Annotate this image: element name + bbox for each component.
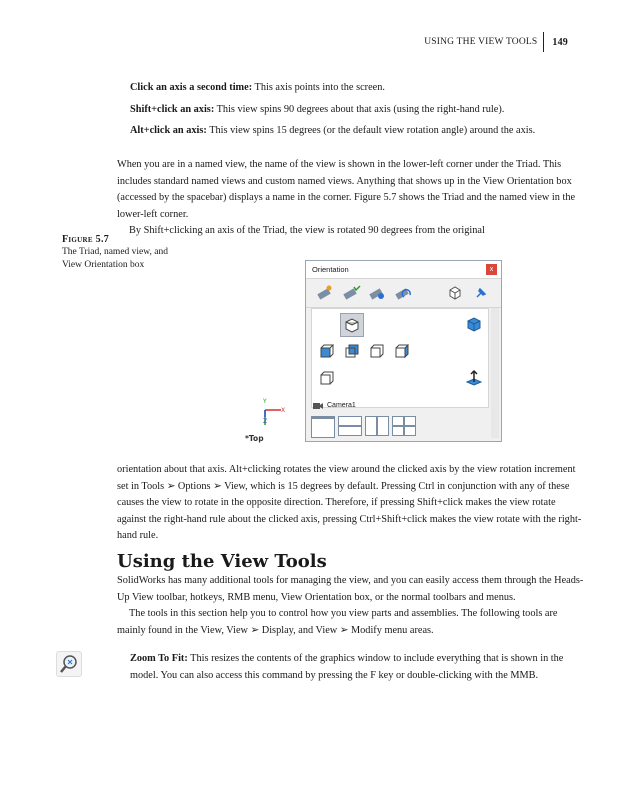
triad-x-label: X: [281, 407, 286, 414]
list-item: [130, 123, 570, 140]
paragraph: [130, 651, 580, 684]
pin-button[interactable]: [470, 283, 492, 303]
previous-view-icon: [394, 285, 412, 301]
figure-caption-text: The Triad, named view, and View Orientation box: [62, 247, 168, 270]
list-item: [130, 102, 570, 119]
triad-y-label: Y: [263, 398, 267, 405]
running-head: [424, 32, 568, 52]
left-cube-icon: [367, 342, 385, 360]
bottom-view-button[interactable]: [315, 367, 337, 389]
update-view-button[interactable]: [340, 283, 362, 303]
camera-list-item[interactable]: [311, 399, 489, 413]
body-text-3: [117, 573, 587, 639]
normal-to-icon: [465, 369, 483, 387]
right-view-button[interactable]: [390, 340, 412, 362]
cube-outline-icon: [447, 285, 463, 301]
figure-label: Figure 5.7: [62, 234, 110, 245]
paragraph: By Shift+clicking an axis of the Triad, the view is rotated 90 degrees from the original: [129, 225, 485, 237]
reset-view-button[interactable]: [366, 283, 388, 303]
list-item-text: This view spins 90 degrees about that axis (using the right-hand rule).: [214, 103, 505, 115]
named-view-label: *Top: [245, 434, 264, 443]
camera-label: Camera1: [327, 402, 356, 409]
front-cube-icon: [317, 342, 335, 360]
isometric-cube-icon: [465, 315, 483, 333]
list-item-term: Shift+click an axis:: [130, 103, 215, 115]
triad-icon: [243, 395, 286, 445]
triad-z-label: Z: [263, 418, 268, 425]
list-item-text: This resizes the contents of the graphics window to include everything that is shown in the model. You can also access this command by pressing the F key or double-clicking with the MMB.: [130, 653, 564, 681]
view-selector-button[interactable]: [444, 283, 466, 303]
dialog-toolbar: [306, 279, 501, 308]
list-item-text: This axis points into the screen.: [252, 82, 385, 93]
bottom-cube-icon: [317, 369, 335, 387]
dialog-title: Orientation: [312, 265, 349, 274]
dialog-scrollbar[interactable]: [491, 308, 499, 438]
zoom-to-fit-icon: [56, 651, 82, 677]
section-heading: Using the View Tools: [117, 551, 327, 572]
front-view-button[interactable]: [315, 340, 337, 362]
list-item: [130, 80, 570, 97]
running-head-section: USING THE VIEW TOOLS: [424, 37, 538, 47]
close-button[interactable]: x: [486, 264, 497, 275]
four-view-button[interactable]: [392, 416, 416, 436]
single-view-button[interactable]: [311, 416, 335, 438]
orientation-dialog: [305, 260, 502, 442]
left-view-button[interactable]: [365, 340, 387, 362]
new-view-button[interactable]: [314, 283, 336, 303]
top-view-cube-icon: [343, 316, 361, 334]
two-view-vertical-button[interactable]: [365, 416, 389, 436]
paragraph: When you are in a named view, the name of the view is shown in the lower-left corner under the Triad. This includes standard named views and custom named views. Anything that shows up in the View Orientation box (accessed by the spacebar) displays a name in the corner. Figure 5.7 shows the Triad and the named view in the lower-left corner.: [117, 159, 576, 220]
option-list: [130, 80, 570, 145]
page-number: 149: [552, 36, 568, 48]
list-item-term: Zoom To Fit:: [130, 653, 188, 664]
viewport-layout-row: [311, 416, 416, 438]
pin-icon: [474, 286, 488, 300]
dialog-titlebar: [306, 261, 501, 279]
body-text-2: [117, 462, 587, 545]
normal-to-button[interactable]: [463, 367, 485, 389]
list-item-text: This view spins 15 degrees (or the default view rotation angle) around the axis.: [206, 125, 536, 137]
paragraph: The tools in this section help you to control how you view parts and assemblies. The following tools are mainly found in the View, View ➢ Display, and View ➢ Modify menu areas.: [117, 608, 558, 636]
update-view-icon: [342, 285, 360, 301]
figure-caption: [62, 233, 182, 272]
magnifier-icon: [57, 652, 81, 676]
back-view-button[interactable]: [340, 340, 362, 362]
previous-view-button[interactable]: [392, 283, 414, 303]
triad-figure: [243, 395, 286, 445]
zoom-to-fit-description: [130, 651, 580, 684]
two-view-horizontal-button[interactable]: [338, 416, 362, 436]
view-buttons-area: [311, 308, 489, 408]
back-cube-icon: [342, 342, 360, 360]
list-item-term: Alt+click an axis:: [130, 125, 207, 137]
paragraph: orientation about that axis. Alt+clicking rotates the view around the clicked axis by the view rotation increment set in Tools ➢ Options ➢ View, which is 15 degrees by default. Pressing Ctrl in conjunction with any of these causes the view to rotate in the opposite direction. Therefore, if pressing Shift+click makes the view rotate against the right-hand rule about the clicked axis, pressing Ctrl+Shift+click makes the view rotate with the right-hand rule.: [117, 464, 582, 542]
paragraph: SolidWorks has many additional tools for managing the view, and you can easily access them through the Heads-Up View toolbar, hotkeys, RMB menu, View Orientation box, or the normal toolbars and menus.: [117, 575, 584, 603]
camera-icon: [313, 402, 323, 410]
top-view-button[interactable]: [340, 313, 364, 337]
new-view-icon: [316, 285, 334, 301]
body-text-1: [117, 157, 587, 240]
list-item-term: Click an axis a second time:: [130, 82, 253, 93]
isometric-view-button[interactable]: [463, 313, 485, 335]
right-cube-icon: [392, 342, 410, 360]
reset-view-icon: [368, 285, 386, 301]
